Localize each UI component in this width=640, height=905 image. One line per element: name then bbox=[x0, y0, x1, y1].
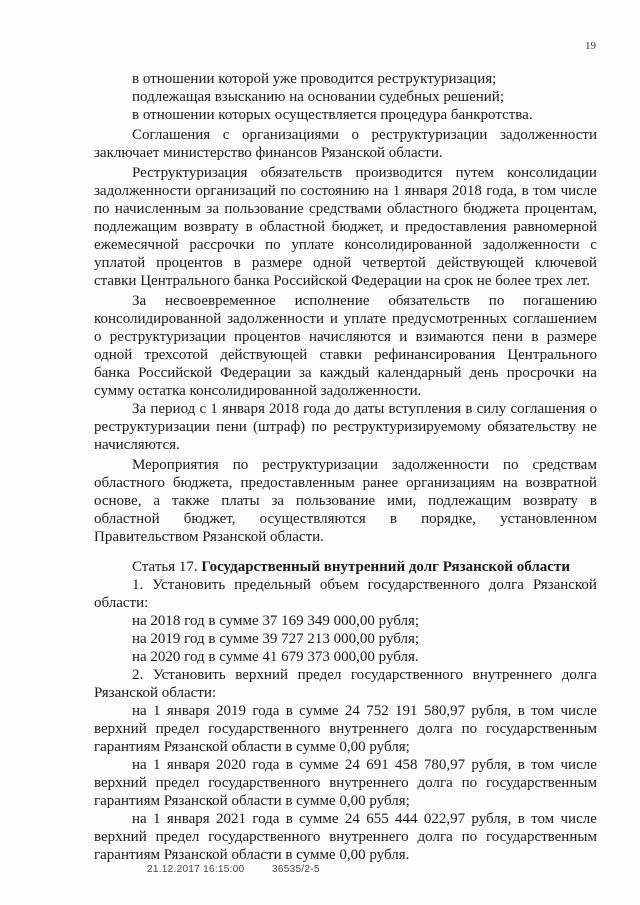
page-number: 19 bbox=[585, 40, 596, 52]
text-line: начисляются. bbox=[94, 437, 180, 453]
text-line: на 1 января 2019 года в сумме 24 752 191 580,97 рубля, в том числе bbox=[132, 703, 597, 719]
text-line: 2. Установить верхний предел государственного внутреннего долга bbox=[132, 667, 597, 683]
text-line: верхний предел государственного внутреннего долга по государственным bbox=[94, 721, 597, 737]
text-line: основе, а также платы за пользование ими, подлежащим возврату в bbox=[94, 493, 597, 509]
text-line: верхний предел государственного внутреннего долга по государственным bbox=[94, 829, 597, 845]
text-line: верхний предел государственного внутреннего долга по государственным bbox=[94, 775, 597, 791]
article-title: Государственный внутренний долг Рязанской области bbox=[201, 559, 570, 575]
text-line: Мероприятия по реструктуризации задолженности по средствам bbox=[132, 457, 597, 473]
text-line: заключает министерство финансов Рязанской области. bbox=[94, 145, 443, 161]
text-line: одной трехсотой действующей ставки рефинансирования Центрального bbox=[94, 347, 597, 363]
text-line: по начисленным за пользование средствами областного бюджета процентам, bbox=[94, 201, 597, 217]
text-line: За период с 1 января 2018 года до даты вступления в силу соглашения о bbox=[132, 401, 597, 417]
text-line: подлежащим возврату в областной бюджет, и предоставления равномерной bbox=[94, 219, 597, 235]
text-line: на 2018 год в сумме 37 169 349 000,00 рубля; bbox=[132, 613, 420, 629]
text-line: уплатой процентов в размере одной четвертой действующей ключевой bbox=[94, 255, 597, 271]
text-line: банка Российской Федерации за каждый календарный день просрочки на bbox=[94, 365, 597, 381]
text-line: в отношении которой уже проводится реструктуризация; bbox=[132, 71, 497, 87]
text-line: областного бюджета, предоставленным ранее организациям на возвратной bbox=[94, 475, 597, 491]
text-line: реструктуризации пени (штраф) по реструктуризируемому обязательству не bbox=[94, 419, 597, 435]
footer-doc-id: 36535/2-5 bbox=[272, 864, 320, 875]
text-line: на 2020 год в сумме 41 679 373 000,00 рубля. bbox=[132, 649, 419, 665]
text-line: сумму остатка консолидированной задолженности. bbox=[94, 383, 422, 399]
text-line: на 1 января 2020 года в сумме 24 691 458 780,97 рубля, в том числе bbox=[132, 757, 597, 773]
text-line: областной бюджет, осуществляются в порядке, установленном bbox=[94, 511, 597, 527]
text-line: ежемесячной рассрочки по уплате консолидированной задолженности с bbox=[94, 237, 597, 253]
text-line: гарантиям Рязанской области в сумме 0,00 рубля; bbox=[94, 739, 410, 755]
text-line: 1. Установить предельный объем государственного долга Рязанской bbox=[132, 577, 597, 593]
text-line: гарантиям Рязанской области в сумме 0,00 рубля; bbox=[94, 793, 410, 809]
text-line: Рязанской области: bbox=[94, 685, 217, 701]
text-line: задолженности организаций по состоянию на 1 января 2018 года, в том числе bbox=[94, 183, 597, 199]
article-heading bbox=[132, 558, 570, 576]
footer-timestamp: 21.12.2017 16:15:00 bbox=[147, 864, 245, 875]
text-line: Реструктуризация обязательств производится путем консолидации bbox=[132, 165, 597, 181]
text-line: в отношении которых осуществляется процедура банкротства. bbox=[132, 107, 533, 123]
article-number: Статья 17. bbox=[132, 559, 202, 575]
text-line: Правительством Рязанской области. bbox=[94, 529, 324, 545]
text-line: на 1 января 2021 года в сумме 24 655 444 022,97 рубля, в том числе bbox=[132, 811, 597, 827]
text-line: За несвоевременное исполнение обязательств по погашению bbox=[132, 293, 597, 309]
text-line: ставки Центрального банка Российской Федерации на срок не более трех лет. bbox=[94, 273, 590, 289]
text-line: консолидированной задолженности и уплате предусмотренных соглашением bbox=[94, 311, 597, 327]
text-line: на 2019 год в сумме 39 727 213 000,00 рубля; bbox=[132, 631, 420, 647]
text-line: подлежащая взысканию на основании судебных решений; bbox=[132, 89, 504, 105]
text-line: гарантиям Рязанской области в сумме 0,00 рубля. bbox=[94, 847, 410, 863]
text-line: Соглашения с организациями о реструктуризации задолженности bbox=[132, 127, 597, 143]
text-line: области: bbox=[94, 595, 149, 611]
text-line: о реструктуризации процентов начисляются и взимаются пени в размере bbox=[94, 329, 597, 345]
